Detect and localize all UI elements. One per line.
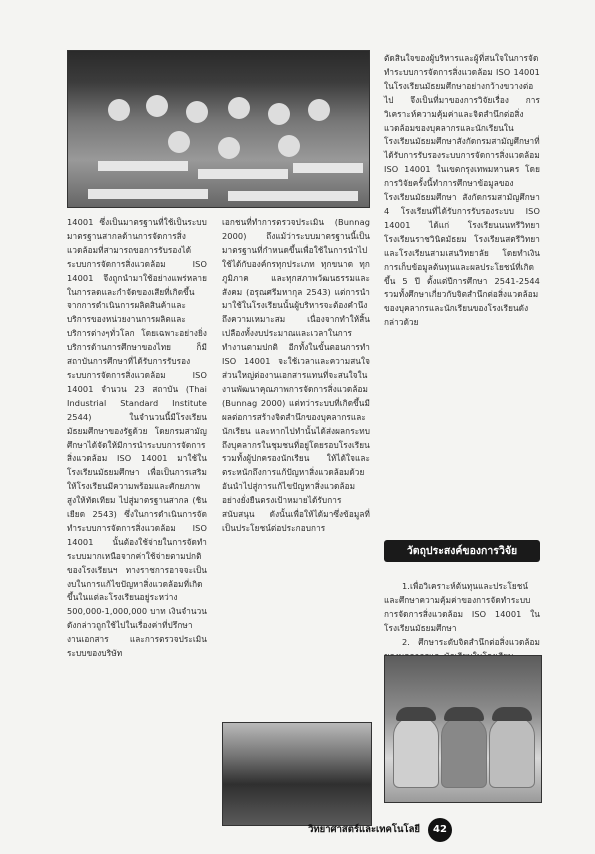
paragraph: ตัดสินใจของผู้บริหารและผู้ที่สนใจในการจัดทำระบบการจัดการสิ่งแวดล้อม ISO 14001 ในโรงเรียนมัธยมศึกษาอย่างกว้างขวางต่อไป จึงเป็นที่มาของการวิจัยเรื่อง การวิเคราะห์ความคุ้มค่าและจิตสำนึกต่อสิ่งแวดล้อมของบุคลากรและนักเรียนในโรงเรียนมัธยมศึกษาสังกัดกรมสามัญศึกษาที่ได้รับการรับรองระบบการจัดการสิ่งแวดล้อม ISO 14001 ในเขตกรุงเทพมหานคร โดยการวิจัยครั้งนี้ทำการศึกษาข้อมูลของโรงเรียนมัธยมศึกษา สังกัดกรมสามัญศึกษา 4 โรงเรียนที่ได้รับการรับรองระบบ ISO 14001 ได้แก่ โรงเรียนนนทรีวิทยา โรงเรียนราชวินิตมัธยม โรงเรียนสตรีวิทยา และโรงเรียนสามเสนวิทยาลัย โดยทำเงินการเก็บข้อมูลต้นทุนและผลประโยชน์ที่เกิดขึ้น 5 ปี ตั้งแต่ปีการศึกษา 2541-2544 รวมทั้งศึกษาเกี่ยวกับจิตสำนึกต่อสิ่งแวดล้อมของบุคลากรและนักเรียนของโรงเรียนดังกล่าวด้วย — [384, 53, 540, 328]
pond-photo — [222, 722, 372, 826]
section-heading-research-objectives: วัตถุประสงค์ของการวิจัย — [384, 540, 540, 562]
recycle-bins-photo — [384, 655, 542, 803]
paragraph: 14001 ซึ่งเป็นมาตรฐานที่ใช้เป็นระบบมาตรฐานสากลด้านการจัดการสิ่งแวดล้อมที่สามารถขอการรับรองได้ ระบบการจัดการสิ่งแวดล้อม ISO 14001 จึงถูกนำมาใช้อย่างแพร่หลายในการลดและกำจัดของเสียที่เกิดขึ้นจากการดำเนินการผลิตสินค้าและบริการของหน่วยงานการผลิตและบริการต่างๆทั่วโลก โดยเฉพาะอย่างยิ่งบริการด้านการศึกษาของไทย ก็มีสถาบันการศึกษาที่ได้รับการรับรองระบบการจัดการสิ่งแวดล้อม ISO 14001 จำนวน 23 สถาบัน (Thai Industrial Standard Institute 2544) ในจำนวนนี้มีโรงเรียนมัธยมศึกษาของรัฐด้วย โดยกรมสามัญศึกษาได้จัดให้มีการนำระบบการจัดการสิ่งแวดล้อม ISO 14001 มาใช้ในโรงเรียนมัธยมศึกษา เพื่อเป็นการเสริมให้โรงเรียนมีความพร้อมและศักยภาพสูงให้ทัดเทียม ไปสู่มาตรฐานสากล (ชินเยียด 2543) ซึ่งในการดำเนินการจัดทำระบบการจัดการสิ่งแวดล้อม ISO 14001 นั้นต้องใช้จ่ายในการจัดทำระบบมากเหนือจากค่าใช้จ่ายตามปกติของโรงเรียนฯ ทางราชการอาจจะเป็นงบในการแก้ไขปัญหาสิ่งแวดล้อมที่เกิดขึ้นในแต่ละโรงเรียนอยู่ระหว่าง 500,000-1,000,000 บาท เงินจำนวนดังกล่าวถูกใช้ไปในเรื่องค่าที่ปรึกษา งานเอกสาร และการตรวจประเมินระบบของบริษัท — [67, 217, 207, 659]
page-number: 42 — [428, 818, 452, 842]
magazine-title: วิทยาศาสตร์และเทคโนโลยี — [308, 824, 420, 835]
objective-item: 1.เพื่อวิเคราะห์ต้นทุนและประโยชน์และศึกษาความคุ้มค่าของการจัดทำระบบการจัดการสิ่งแวดล้อม ISO 14001 ในโรงเรียนมัธยมศึกษา — [384, 581, 540, 633]
article-column-right-top — [384, 52, 540, 330]
classroom-students-photo — [67, 50, 370, 208]
objective-item: 2. ศึกษาระดับจิตสำนึกต่อสิ่งแวดล้อม — [402, 636, 540, 647]
article-column-middle — [222, 216, 370, 536]
paragraph: เอกชนที่ทำการตรวจประเมิน (Bunnag 2000) ถึงแม้ว่าระบบมาตรฐานนี้เป็นมาตรฐานที่กำหนดขึ้นเพื่อใช้ในการนำไปใช้ได้กับองค์กรทุกประเภท ทุกขนาด ทุกภูมิภาค และทุกสภาพวัฒนธรรมและสังคม (อรุณศรีมหากุล 2543) แต่การนำมาใช้ในโรงเรียนนั้นผู้บริหารจะต้องคำนึงถึงความเหมาะสม เนื่องจากทำให้สิ้นเปลืองทั้งงบประมาณและเวลาในการทำงานตามปกติ อีกทั้งในขั้นตอนการทำ ISO 14001 จะใช้เวลาและความสนใจส่วนใหญ่ต่องานเอกสารแทนที่จะสนใจในงานพัฒนาคุณภาพการจัดการสิ่งแวดล้อม (Bunnag 2000) แต่ทว่าระบบที่เกิดขึ้นมีผลต่อการสร้างจิตสำนึกของบุคลากรและนักเรียน และหากไปทำนั้นได้ส่งผลกระทบถึงบุคลากรในชุมชนที่อยู่โดยรอบโรงเรียนรวมทั้งผู้ปกครองนักเรียน ให้ได้ใจและตระหนักถึงการแก้ปัญหาสิ่งแวดล้อมด้วย อันนำไปสู่การแก้ไขปัญหาสิ่งแวดล้อมอย่างยั่งยืนตรงเป้าหมายได้รับการสนับสนุน ดังนั้นเพื่อให้ได้มาซึ่งข้อมูลที่เป็นประโยชน์ต่อประกอบการ — [222, 217, 370, 533]
page-footer — [200, 824, 460, 854]
article-column-left — [67, 216, 207, 661]
